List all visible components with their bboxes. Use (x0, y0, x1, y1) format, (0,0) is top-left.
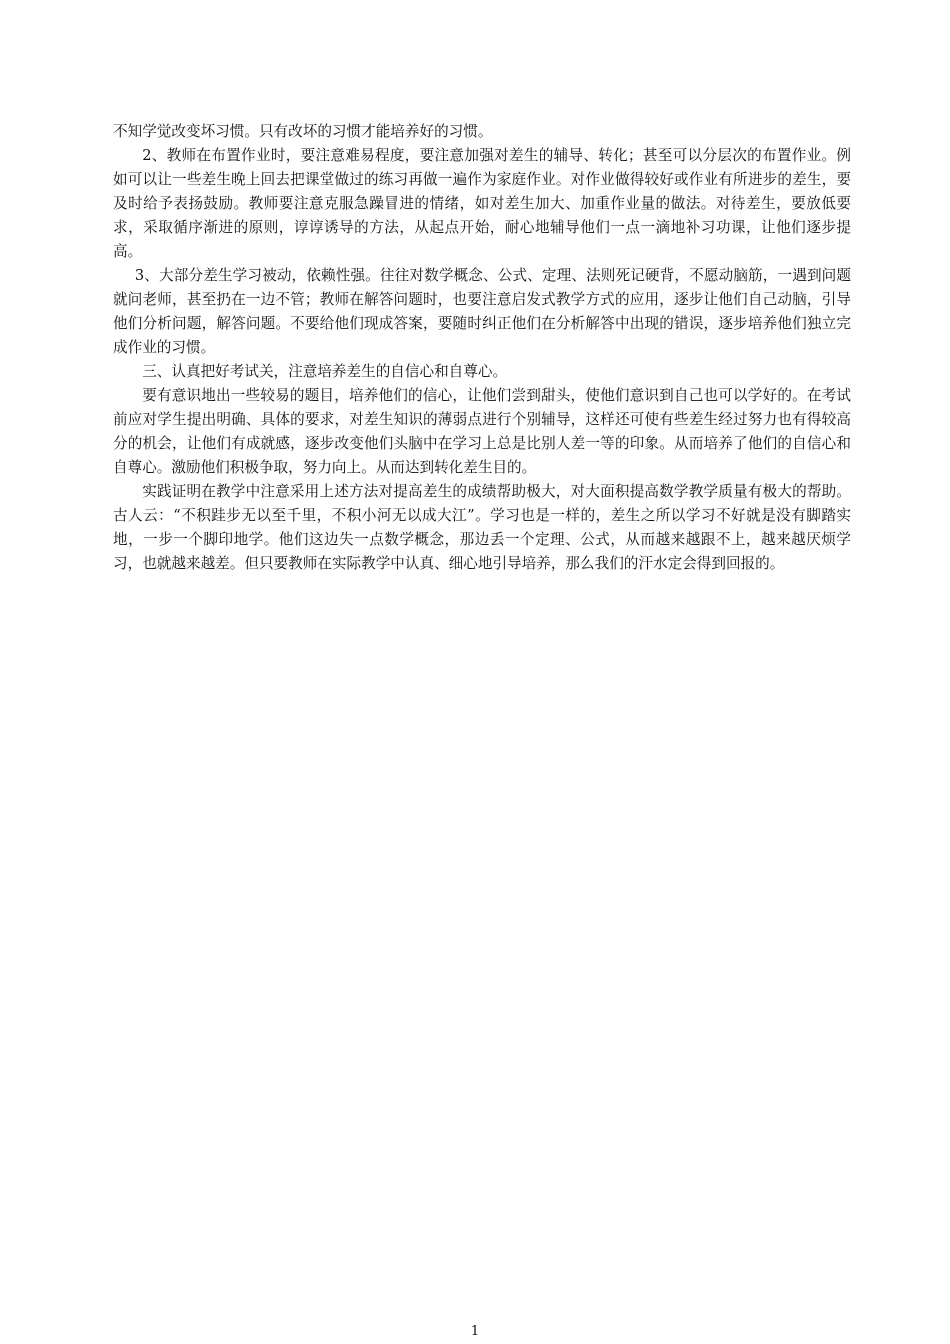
paragraph-confidence: 要有意识地出一些较易的题目，培养他们的信心，让他们尝到甜头，使他们意识到自己也可以学好的。在考试前应对学生提出明确、具体的要求，对差生知识的薄弱点进行个别辅导，这样还可使有些差生经过努力也有得较高分的机会，让他们有成就感，逐步改变他们头脑中在学习上总是比别人差一等的印象。从而培养了他们的自信心和自尊心。激励他们积极争取，努力向上。从而达到转化差生目的。 (113, 387, 851, 476)
paragraph-conclusion: 实践证明在教学中注意采用上述方法对提高差生的成绩帮助极大，对大面积提高数学教学质量有极大的帮助。古人云：“不积跬步无以至千里，不积小河无以成大江”。学习也是一样的，差生之所以学习不好就是没有脚踏实地，一步一个脚印地学。他们这边失一点数学概念，那边丢一个定理、公式，从而越来越跟不上，越来越厌烦学习，也就越来越差。但只要教师在实际教学中认真、细心地引导培养，那么我们的汗水定会得到回报的。 (113, 483, 851, 572)
paragraph-point-2: 2、教师在布置作业时，要注意难易程度，要注意加强对差生的辅导、转化；甚至可以分层次的布置作业。例如可以让一些差生晚上回去把课堂做过的练习再做一遍作为家庭作业。对作业做得较好或作业有所进步的差生，要及时给予表扬鼓励。教师要注意克服急躁冒进的情绪，如对差生加大、加重作业量的做法。对待差生，要放低要求，采取循序渐进的原则，谆谆诱导的方法，从起点开始，耐心地辅导他们一点一滴地补习功课，让他们逐步提高。 (113, 147, 851, 260)
page-number: 1 (470, 1324, 480, 1339)
paragraph-continuation: 不知学觉改变坏习惯。只有改坏的习惯才能培养好的习惯。 (113, 123, 493, 140)
paragraph-point-3: 3、大部分差生学习被动，依赖性强。往往对数学概念、公式、定理、法则死记硬背，不愿动脑筋，一遇到问题就问老师，甚至扔在一边不管；教师在解答问题时，也要注意启发式教学方式的应用，逐步让他们自己动脑，引导他们分析问题，解答问题。不要给他们现成答案，要随时纠正他们在分析解答中出现的错误，逐步培养他们独立完成作业的习惯。 (113, 267, 851, 356)
document-body (113, 120, 851, 576)
section-heading-3: 三、认真把好考试关，注意培养差生的自信心和自尊心。 (142, 363, 508, 380)
